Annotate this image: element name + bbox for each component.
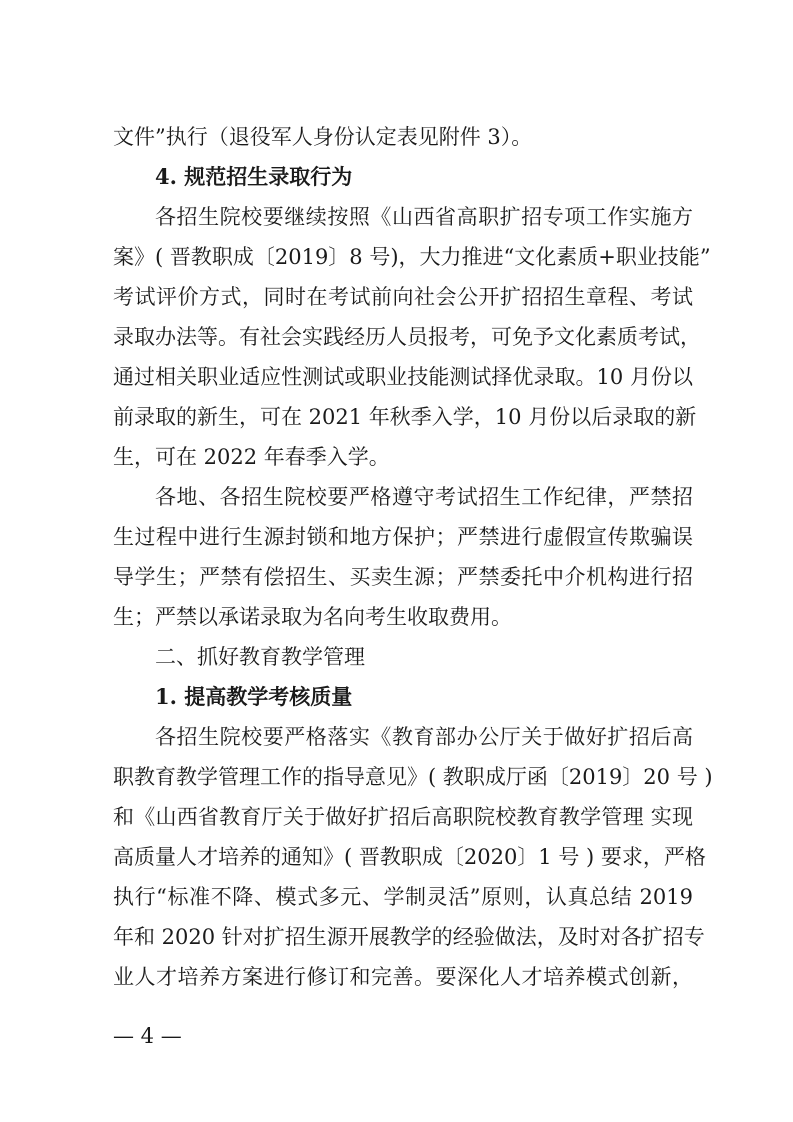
paragraph-line: 和《山西省教育厅关于做好扩招后高职院校教育教学管理 实现 xyxy=(113,805,693,829)
paragraph-line: 生；严禁以承诺录取为名向考生收取费用。 xyxy=(113,605,512,629)
paragraph-line: 考试评价方式，同时在考试前向社会公开扩招招生章程、考试 xyxy=(113,285,693,309)
chapter-heading: 二、抓好教育教学管理 xyxy=(155,645,365,669)
paragraph-line: 通过相关职业适应性测试或职业技能测试择优录取。10 月份以 xyxy=(113,365,693,389)
paragraph-line: 执行“标准不降、模式多元、学制灵活”原则，认真总结 2019 xyxy=(113,885,693,909)
paragraph-line: 职教育教学管理工作的指导意见》( 教职成厅函〔2019〕20 号 ) xyxy=(113,765,713,789)
paragraph-line: 各地、各招生院校要严格遵守考试招生工作纪律，严禁招 xyxy=(155,485,693,509)
paragraph-line: 生，可在 2022 年春季入学。 xyxy=(113,445,390,469)
section-heading: 1. 提高教学考核质量 xyxy=(155,684,353,709)
paragraph-line: 年和 2020 针对扩招生源开展教学的经验做法，及时对各扩招专 xyxy=(113,925,705,949)
paragraph-line: 各招生院校要严格落实《教育部办公厅关于做好扩招后高 xyxy=(155,725,693,749)
text-line: 文件”执行（退役军人身份认定表见附件 3）。 xyxy=(113,125,533,149)
paragraph-line: 前录取的新生，可在 2021 年秋季入学，10 月份以后录取的新 xyxy=(113,405,697,429)
paragraph-line: 导学生；严禁有偿招生、买卖生源；严禁委托中介机构进行招 xyxy=(113,565,693,589)
paragraph-line: 各招生院校要继续按照《山西省高职扩招专项工作实施方 xyxy=(155,205,693,229)
page-number: — 4 — xyxy=(113,1024,182,1048)
paragraph-line: 录取办法等。有社会实践经历人员报考，可免予文化素质考试， xyxy=(113,325,701,349)
section-heading: 4. 规范招生录取行为 xyxy=(155,164,353,189)
paragraph-line: 案》( 晋教职成〔2019〕8 号)，大力推进“文化素质+职业技能” xyxy=(113,245,711,269)
paragraph-line: 高质量人才培养的通知》( 晋教职成〔2020〕1 号 ) 要求，严格 xyxy=(113,845,706,869)
paragraph-line: 生过程中进行生源封锁和地方保护；严禁进行虚假宣传欺骗误 xyxy=(113,525,693,549)
paragraph-line: 业人才培养方案进行修订和完善。要深化人才培养模式创新， xyxy=(113,965,693,989)
